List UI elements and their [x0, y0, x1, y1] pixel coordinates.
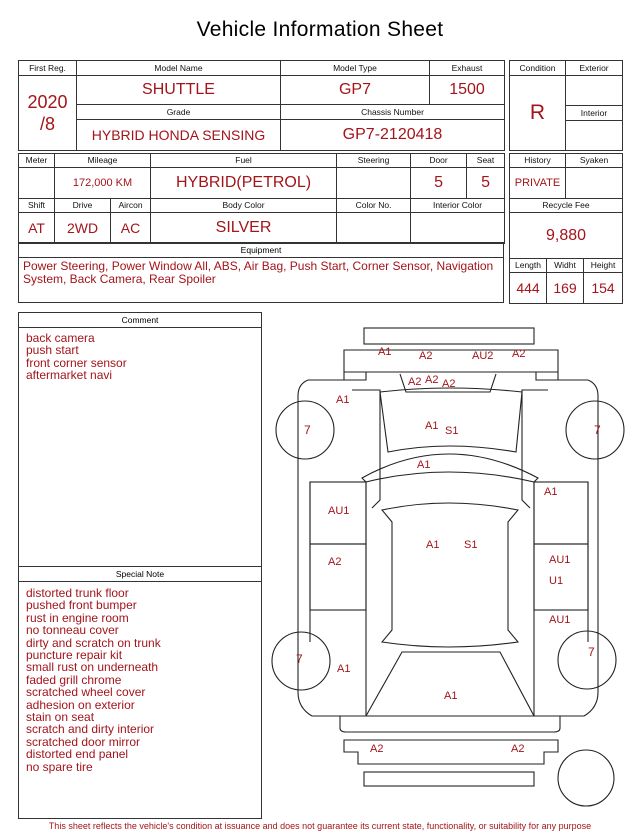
height-value: 154: [584, 273, 623, 304]
list-item: rust in engine room: [26, 610, 129, 625]
special-note-list: [19, 582, 261, 773]
damage-mark: A2: [512, 348, 526, 360]
first-reg-month: /8: [39, 114, 55, 134]
chassis-number-value: GP7-2120418: [281, 120, 505, 151]
vehicle-spec-table: [18, 153, 505, 244]
left-sill-lines: [298, 462, 310, 650]
grade-value: HYBRID HONDA SENSING: [77, 120, 281, 151]
door-label: Door: [411, 154, 467, 168]
comment-label: Comment: [19, 313, 261, 328]
recycle-fee-value: 9,880: [510, 213, 623, 259]
list-item: back camera: [26, 331, 95, 345]
list-item: scratched door mirror: [26, 734, 141, 749]
damage-mark: S1: [464, 539, 478, 551]
hood-panel: [380, 388, 522, 452]
first-reg-value: [19, 76, 77, 151]
list-item: push start: [26, 343, 79, 358]
vehicle-main-table: [18, 60, 505, 151]
cabin-sides: [366, 482, 534, 716]
damage-mark: A2: [328, 556, 342, 568]
history-label: History: [510, 154, 566, 168]
list-item: scratch and dirty interior: [26, 722, 155, 737]
damage-mark: A2: [370, 743, 384, 755]
damage-mark: A2: [408, 376, 422, 388]
tire-front-right-value: 7: [594, 423, 601, 437]
special-note-box: [18, 566, 262, 819]
list-item: stain on seat: [26, 710, 95, 725]
right-sill-lines: [588, 462, 598, 650]
list-item: aftermarket navi: [26, 368, 113, 383]
list-item: distorted trunk floor: [26, 586, 129, 600]
roof-panel: [382, 503, 518, 647]
meter-value: [19, 168, 55, 199]
list-item: puncture repair kit: [26, 648, 123, 663]
damage-mark: A1: [378, 346, 392, 358]
tire-rear-right-circle: [558, 631, 616, 689]
exterior-value: [566, 76, 623, 106]
damage-mark: A1: [544, 486, 558, 498]
color-no-label: Color No.: [337, 199, 411, 213]
height-label: Height: [584, 259, 623, 273]
grade-label: Grade: [77, 105, 281, 120]
syaken-value: [566, 168, 623, 199]
seat-label: Seat: [467, 154, 505, 168]
length-value: 444: [510, 273, 547, 304]
length-label: Length: [510, 259, 547, 273]
door-value: 5: [411, 168, 467, 199]
list-item: pushed front bumper: [26, 598, 137, 613]
damage-mark: A1: [426, 539, 440, 551]
damage-mark: A1: [336, 394, 350, 406]
damage-mark: A2: [419, 350, 433, 362]
damage-mark: A2: [442, 378, 456, 390]
damage-mark: A1: [337, 663, 351, 675]
left-rear-door-panel: [310, 544, 366, 610]
model-type-label: Model Type: [281, 61, 430, 76]
equipment-box: [18, 242, 504, 303]
model-type-value: GP7: [281, 76, 430, 105]
front-bumper-panel: [344, 350, 558, 372]
right-front-door-panel: [534, 482, 588, 544]
shift-label: Shift: [19, 199, 55, 213]
chassis-number-label: Chassis Number: [281, 105, 505, 120]
list-item: no spare tire: [26, 759, 93, 774]
damage-mark: AU1: [328, 505, 350, 517]
equipment-value: Power Steering, Power Window All, ABS, Air Bag, Push Start, Corner Sensor, Navigation System, Back Camera, Rear Spoiler: [23, 259, 494, 286]
windshield-panel: [362, 454, 538, 482]
drive-label: Drive: [55, 199, 111, 213]
first-reg-year: 2020: [27, 92, 68, 112]
history-table: [509, 153, 623, 304]
interior-color-label: Interior Color: [411, 199, 505, 213]
body-color-value: SILVER: [151, 213, 337, 244]
drive-value: 2WD: [55, 213, 111, 244]
front-bumper-top-panel: [364, 328, 534, 344]
fuel-label: Fuel: [151, 154, 337, 168]
comment-box: [18, 312, 262, 567]
interior-label: Interior: [566, 106, 623, 121]
aircon-value: AC: [111, 213, 151, 244]
disclaimer-footer: This sheet reflects the vehicle's condition at issuance and does not guarantee its current state, functionality, or suitability for any purpose: [48, 821, 592, 831]
tire-front-left-value: 7: [304, 423, 311, 437]
list-item: adhesion on exterior: [26, 697, 135, 712]
damage-mark: A1: [417, 459, 431, 471]
steering-value: [337, 168, 411, 199]
condition-label: Condition: [510, 61, 566, 76]
condition-table: [509, 60, 623, 151]
rear-glass-panel: [366, 652, 534, 716]
color-no-value: [337, 213, 411, 244]
equipment-label: Equipment: [19, 243, 503, 258]
comment-list: [19, 328, 261, 382]
special-note-label: Special Note: [19, 567, 261, 582]
condition-value: R: [510, 76, 566, 151]
list-item: front corner sensor: [26, 355, 127, 370]
mileage-value: 172,000 KM: [55, 168, 151, 199]
mileage-label: Mileage: [55, 154, 151, 168]
damage-mark: AU1: [549, 554, 571, 566]
page-title: Vehicle Information Sheet: [196, 18, 444, 41]
damage-mark: AU1: [549, 614, 571, 626]
damage-mark: S1: [445, 425, 459, 437]
damage-mark: A2: [511, 743, 525, 755]
aircon-label: Aircon: [111, 199, 151, 213]
damage-mark: A1: [444, 690, 458, 702]
vehicle-damage-diagram: [268, 312, 628, 820]
meter-label: Meter: [19, 154, 55, 168]
list-item: dirty and scratch on trunk: [26, 635, 161, 650]
model-name-value: SHUTTLE: [77, 76, 281, 105]
damage-mark: AU2: [472, 350, 494, 362]
damage-mark: A2: [425, 374, 439, 386]
seat-value: 5: [467, 168, 505, 199]
body-color-label: Body Color: [151, 199, 337, 213]
interior-color-value: [411, 213, 505, 244]
exterior-label: Exterior: [566, 61, 623, 76]
first-reg-label: First Reg.: [19, 61, 77, 76]
width-label: Widht: [547, 259, 584, 273]
list-item: scratched wheel cover: [26, 685, 146, 700]
list-item: distorted end panel: [26, 747, 129, 762]
tire-rear-right-value: 7: [588, 645, 595, 659]
front-fender-lines: [352, 390, 548, 508]
damage-mark: A1: [425, 420, 439, 432]
rear-fender-lines: [298, 650, 598, 716]
exhaust-value: 1500: [430, 76, 505, 105]
syaken-label: Syaken: [566, 154, 623, 168]
fuel-value: HYBRID(PETROL): [151, 168, 337, 199]
steering-label: Steering: [337, 154, 411, 168]
spare-tire-circle: [558, 750, 614, 806]
model-name-label: Model Name: [77, 61, 281, 76]
exhaust-label: Exhaust: [430, 61, 505, 76]
rear-bumper-bottom-panel: [364, 772, 534, 786]
width-value: 169: [547, 273, 584, 304]
tailgate-panel: [340, 716, 560, 732]
interior-value: [566, 121, 623, 151]
list-item: no tonneau cover: [26, 623, 119, 638]
recycle-fee-label: Recycle Fee: [510, 199, 623, 213]
damage-mark: U1: [549, 575, 564, 587]
list-item: small rust on underneath: [26, 660, 159, 675]
tire-rear-left-value: 7: [296, 652, 303, 666]
history-value: PRIVATE: [510, 168, 566, 199]
shift-value: AT: [19, 213, 55, 244]
list-item: faded grill chrome: [26, 672, 122, 687]
